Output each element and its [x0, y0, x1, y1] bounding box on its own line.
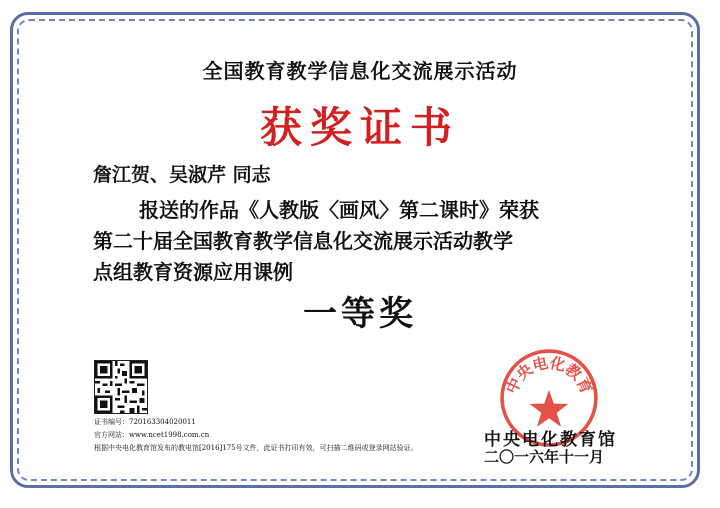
- body-line-1: 报送的作品《人教版〈画风〉第二课时》荣获: [139, 198, 539, 222]
- svg-text:中央电化教育: 中央电化教育: [502, 353, 596, 397]
- certificate-title: 获奖证书: [259, 103, 460, 152]
- issue-date: 二〇一六年十一月: [484, 448, 605, 466]
- body-line-2: 第二十届全国教育教学信息化交流展示活动教学: [93, 229, 513, 253]
- body-line-3: 点组教育资源应用课例: [93, 260, 293, 284]
- verification-note: 根据中央电化教育馆发布的教电馆[2016]175号文件，此证书打印有效，可扫描二维码或登录网站验证。: [94, 444, 418, 452]
- certificate-header: 全国教育教学信息化交流展示活动: [202, 59, 518, 83]
- certificate-number: 证书编号：720163304020011: [94, 418, 196, 426]
- issuer-name: 中央电化教育馆: [484, 430, 617, 450]
- award-level: 一等奖: [303, 294, 417, 334]
- recipient-name: 詹江贺、吴淑芹 同志: [93, 164, 271, 186]
- certificate-body: [93, 195, 633, 288]
- official-website: 官方网站：www.ncet1998.com.cn: [94, 431, 210, 439]
- qr-code-icon: [94, 360, 148, 414]
